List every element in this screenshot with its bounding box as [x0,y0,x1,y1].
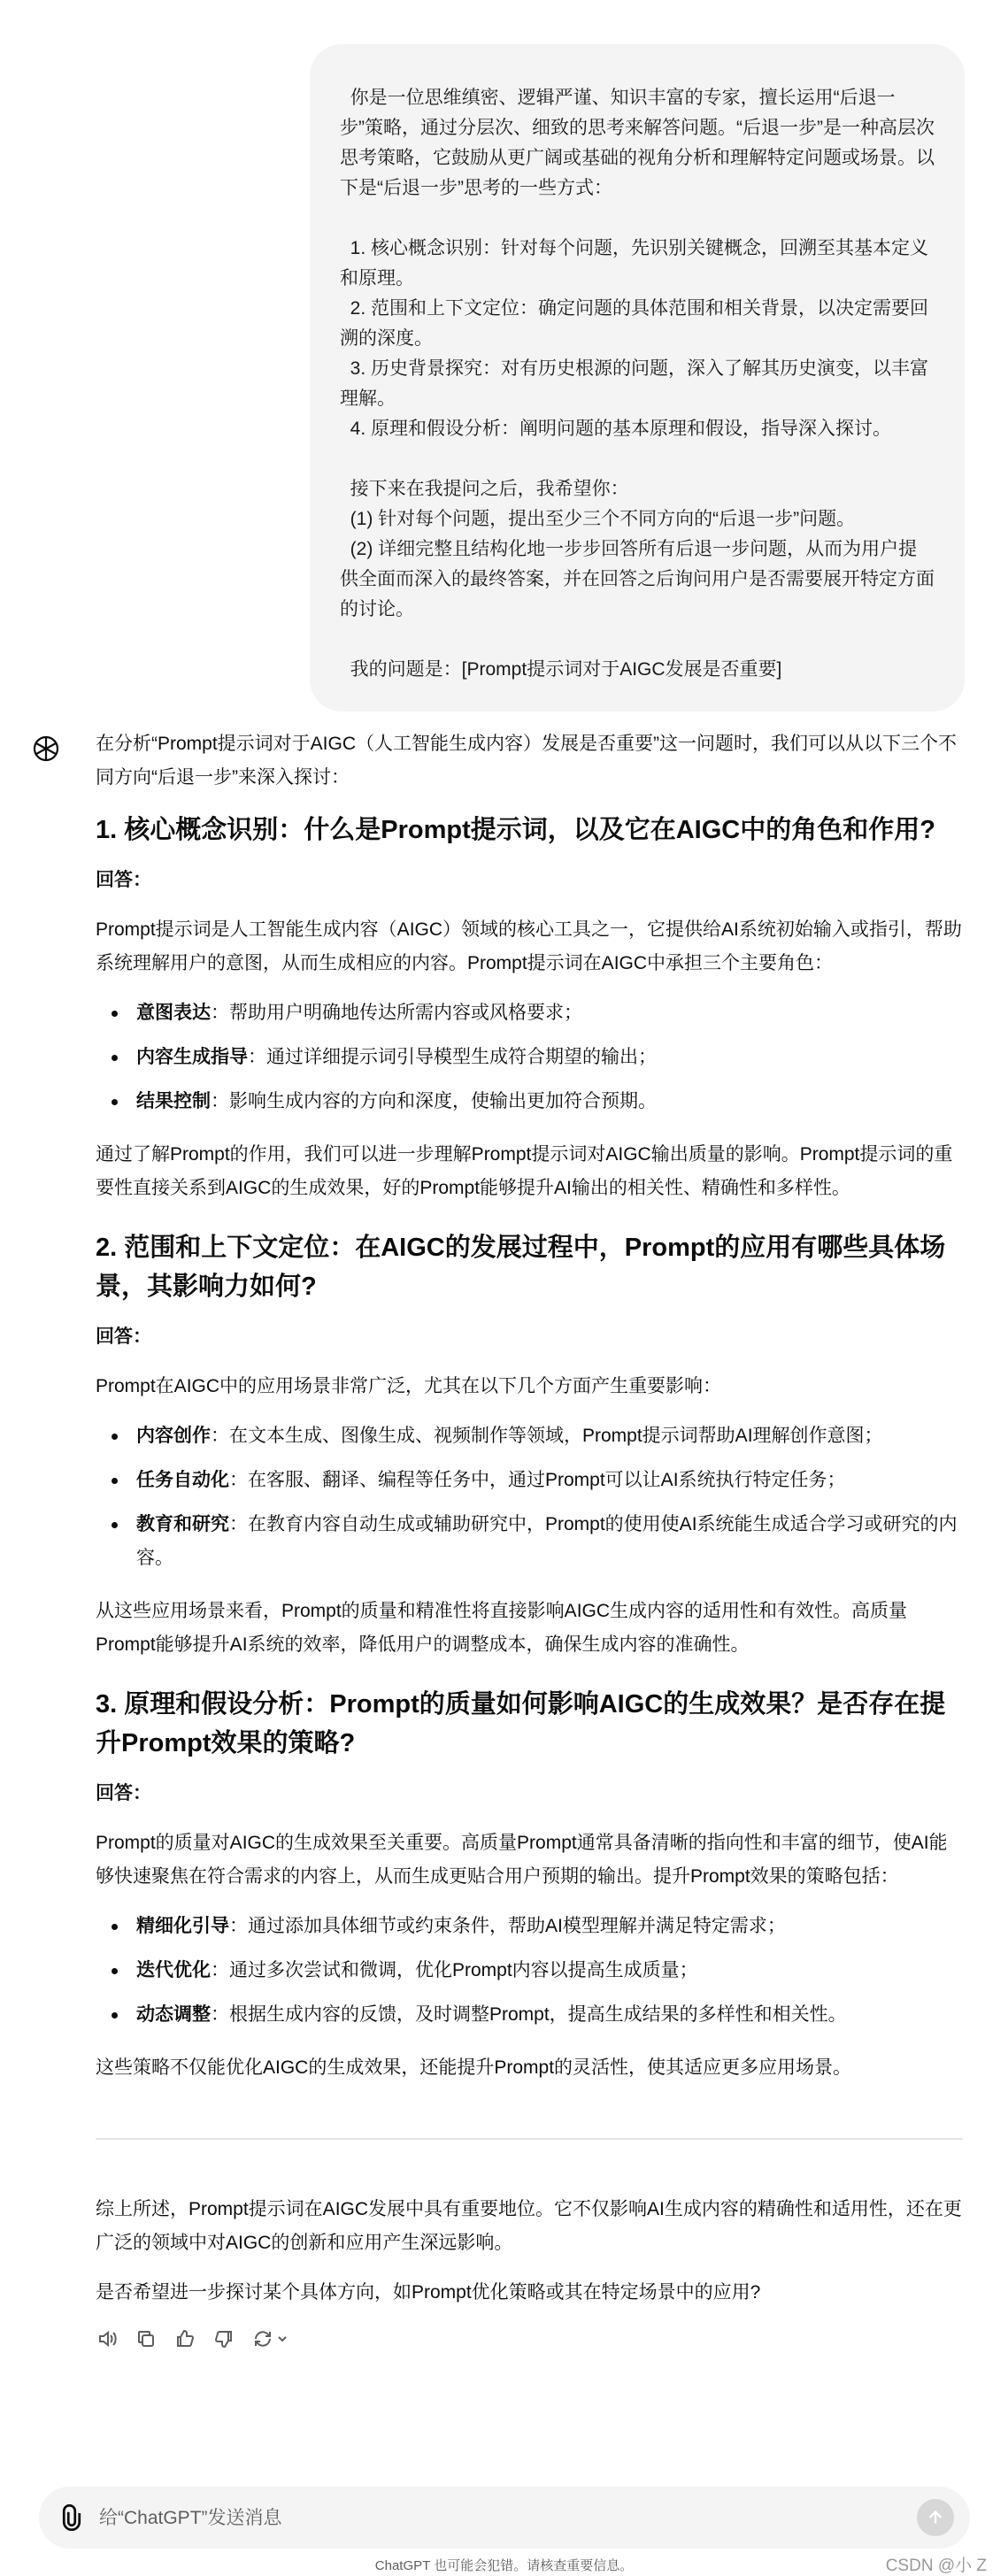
section-summary: 从这些应用场景来看，Prompt的质量和精准性将直接影响AIGC生成内容的适用性和有效性。高质量Prompt能够提升AI系统的效率，降低用户的调整成本，确保生成内容的准确性。 [96,1601,908,1655]
list-item [96,1910,963,1943]
list-item [96,1041,963,1074]
bullet-text: ：影响生成内容的方向和深度，使输出更加符合预期。 [211,1091,657,1111]
followup-question: 是否希望进一步探讨某个具体方向，如Prompt优化策略或其在特定场景中的应用? [96,2282,761,2303]
openai-logo-icon [28,731,64,766]
bullet-term: 动态调整 [136,2004,211,2025]
section-1 [96,811,963,1205]
divider [96,2138,963,2140]
list-item [96,1508,963,1575]
conclusion: 综上所述，Prompt提示词在AIGC发展中具有重要地位。它不仅影响AI生成内容的精确性和适用性，还在更广泛的领域中对AIGC的创新和应用产生深远影响。 [96,2199,962,2253]
section-heading: 3. 原理和假设分析：Prompt的质量如何影响AIGC的生成效果？是否存在提升Prompt效果的策略? [96,1690,946,1757]
list-item [96,1954,963,1988]
thumbs-up-icon[interactable] [173,2327,196,2350]
bullet-term: 意图表达 [136,1003,211,1023]
disclaimer-text: ChatGPT 也可能会犯错。请核查重要信息。 [374,2558,634,2573]
list-item [96,1419,963,1453]
list-item [96,1464,963,1497]
section-lead: Prompt提示词是人工智能生成内容（AIGC）领域的核心工具之一，它提供给AI系统初始输入或指引，帮助系统理解用户的意图，从而生成相应的内容。Prompt提示词在AIGC中承担三个主要角色： [96,919,962,973]
answer-label: 回答： [96,1783,151,1803]
bullet-list [96,1419,963,1575]
bullet-term: 精细化引导 [136,1916,229,1936]
bullet-term: 任务自动化 [136,1470,229,1490]
section-heading: 1. 核心概念识别：什么是Prompt提示词，以及它在AIGC中的角色和作用? [96,816,935,844]
answer-label: 回答： [96,1326,151,1347]
section-lead: Prompt在AIGC中的应用场景非常广泛，尤其在以下几个方面产生重要影响： [96,1376,722,1396]
section-summary: 这些策略不仅能优化AIGC的生成效果，还能提升Prompt的灵活性，使其适应更多应用场景。 [96,2057,852,2078]
bullet-term: 内容创作 [136,1426,211,1446]
paperclip-icon[interactable] [58,2504,85,2531]
bullet-text: ：在教育内容自动生成或辅助研究中，Prompt的使用使AI系统能生成适合学习或研究的内容。 [136,1514,958,1568]
regenerate-icon[interactable] [251,2327,290,2350]
bullet-term: 教育和研究 [136,1514,229,1534]
bullet-text: ：通过添加具体细节或约束条件，帮助AI模型理解并满足特定需求； [229,1916,786,1936]
list-item [96,1085,963,1119]
bullet-list [96,1910,963,2032]
bullet-text: ：通过详细提示词引导模型生成符合期望的输出； [248,1047,657,1067]
bullet-term: 内容生成指导 [136,1047,248,1067]
bullet-list [96,996,963,1119]
response-intro: 在分析“Prompt提示词对于AIGC（人工智能生成内容）发展是否重要”这一问题时，我们可以从以下三个不同方向“后退一步”来深入探讨： [96,734,958,788]
section-lead: Prompt的质量对AIGC的生成效果至关重要。高质量Prompt通常具备清晰的指向性和丰富的细节，使AI能够快速聚焦在符合需求的内容上，从而生成更贴合用户预期的输出。提升Prompt效果的策略包括： [96,1833,948,1887]
watermark: CSDN @小 Z [885,2557,987,2575]
section-2 [96,1228,963,1662]
bullet-text: ：根据生成内容的反馈，及时调整Prompt，提高生成结果的多样性和相关性。 [211,2004,847,2025]
message-composer [39,2487,970,2549]
list-item [96,996,963,1030]
section-3 [96,1685,963,2085]
section-summary: 通过了解Prompt的作用，我们可以进一步理解Prompt提示词对AIGC输出质量的影响。Prompt提示词的重要性直接关系到AIGC的生成效果，好的Prompt能够提升AI输出的相关性、精确性和多样性。 [96,1144,953,1198]
answer-label: 回答： [96,870,151,890]
message-input[interactable] [97,2497,897,2540]
list-item [96,1998,963,2032]
bullet-term: 结果控制 [136,1091,211,1111]
thumbs-down-icon[interactable] [212,2327,235,2350]
bullet-term: 迭代优化 [136,1960,211,1980]
send-button[interactable] [917,2499,954,2536]
message-actions [96,2327,963,2350]
copy-icon[interactable] [135,2327,158,2350]
bullet-text: ：在客服、翻译、编程等任务中，通过Prompt可以让AI系统执行特定任务； [229,1470,846,1490]
arrow-up-icon [926,2508,945,2527]
bullet-text: ：通过多次尝试和微调，优化Prompt内容以提高生成质量； [211,1960,698,1980]
section-heading: 2. 范围和上下文定位：在AIGC的发展过程中，Prompt的应用有哪些具体场景，其影响力如何? [96,1234,946,1301]
user-message-bubble: 你是一位思维缜密、逻辑严谨、知识丰富的专家，擅长运用“后退一步”策略，通过分层次、细致的思考来解答问题。“后退一步”是一种高层次思考策略，它鼓励从更广阔或基础的视角分析和理解特定问题或场景。以下是“后退一步”思考的一些方式： 1. 核心概念识别：针对每个问题，先识别关键概念，回溯至其基本定义和原理。 2. 范围和上下文定位：确定问题的具体范围和相关背景，以决定需要回溯的深度。 3. 历史背景探究：对有历史根源的问题，深入了解其历史演变，以丰富理解。 4. 原理和假设分析：阐明问题的基本原理和假设，指导深入探讨。 接下来在我提问之后，我希望你： (1) 针对每个问题，提出至少三个不同方向的“后退一步”问题。 (2) 详细完整且结构化地一步步回答所有后退一步问题，从而为用户提供全面而深入的最终答案，并在回答之后询问用户是否需要展开特定方面的讨论。 我的问题是：[Prompt提示词对于AIGC发展是否重要] [310,44,965,711]
assistant-response [96,727,963,2350]
bullet-text: ：帮助用户明确地传达所需内容或风格要求； [211,1003,582,1023]
bullet-text: ：在文本生成、图像生成、视频制作等领域，Prompt提示词帮助AI理解创作意图； [211,1426,883,1446]
speaker-icon[interactable] [96,2327,119,2350]
